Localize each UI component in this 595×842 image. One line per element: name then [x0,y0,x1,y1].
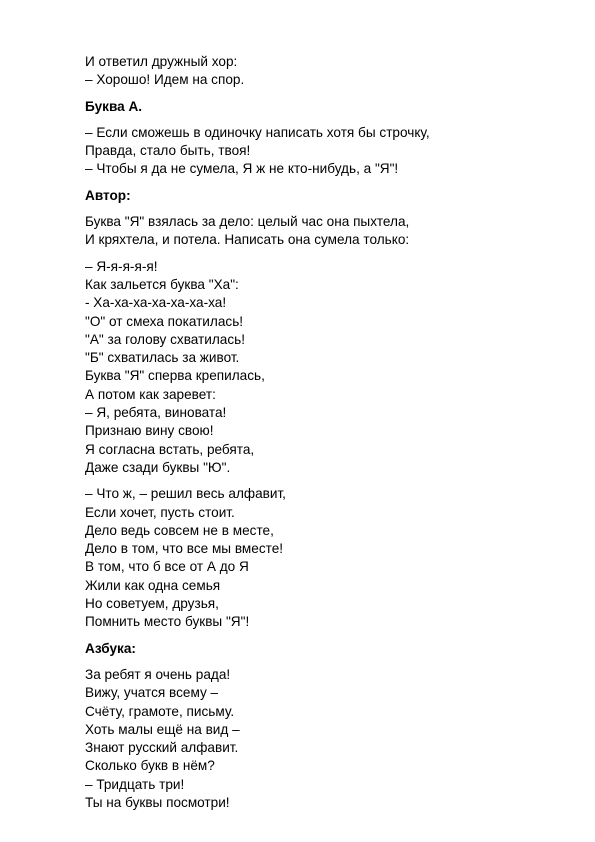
text-line: Буква "Я" сперва крепилась, [85,368,265,384]
text-line: Буква "Я" взялась за дело: целый час она пыхтела, [85,214,410,230]
text-line: – Я-я-я-я-я! [85,258,158,274]
text-line: – Тридцать три! [85,776,185,792]
text-line: Ты на буквы посмотри! [85,794,230,810]
document-page [85,53,565,812]
text-line: Если хочет, пусть стоит. [85,504,235,520]
heading-avtor: Автор: [85,187,131,203]
text-line: Хоть малы ещё на вид – [85,721,240,737]
text-line: Счёту, грамоте, письму. [85,703,235,719]
paragraph-avtor [85,213,565,250]
text-line: – Если сможешь в одиночку написать хотя бы строчку, [85,124,430,140]
text-line: Я согласна встать, ребята, [85,441,255,457]
text-line: Знают русский алфавит. [85,740,239,756]
text-line: И ответил дружный хор: [85,54,238,69]
text-line: - Ха-ха-ха-ха-ха-ха-ха! [85,295,227,311]
heading-bukva-a: Буква А. [85,98,143,114]
text-line: В том, что б все от А до Я [85,559,249,575]
text-line: Сколько букв в нём? [85,758,215,774]
text-line: Дело ведь совсем не в месте, [85,522,274,538]
text-line: Но советуем, друзья, [85,596,219,612]
text-line: Как зальется буква "Ха": [85,276,239,292]
text-line: "Б" схватилась за живот. [85,350,240,366]
text-line: Правда, стало быть, твоя! [85,143,251,159]
text-line: – Чтобы я да не сумела, Я ж не кто-нибудь, а "Я"! [85,161,399,177]
paragraph-alphabet-decision [85,485,565,631]
paragraph-chorus [85,53,565,90]
paragraph-bukva-a [85,124,565,179]
text-line: Признаю вину свою! [85,423,214,439]
text-line: Помнить место буквы "Я"! [85,614,250,630]
text-line: – Хорошо! Идем на спор. [85,72,245,88]
paragraph-ya-verse [85,258,565,478]
heading-azbuka: Азбука: [85,640,136,656]
text-line: А потом как заревет: [85,386,216,402]
text-line: – Что ж, – решил весь алфавит, [85,486,286,502]
text-line: За ребят я очень рада! [85,666,231,682]
text-line: – Я, ребята, виновата! [85,405,227,421]
paragraph-azbuka [85,666,565,812]
text-line: Вижу, учатся всему – [85,685,219,701]
text-line: Даже сзади буквы "Ю". [85,459,231,475]
text-line: Дело в том, что все мы вместе! [85,541,284,557]
text-line: "О" от смеха покатилась! [85,313,244,329]
text-line: Жили как одна семья [85,577,221,593]
text-line: "А" за голову схватилась! [85,331,246,347]
text-line: И кряхтела, и потела. Написать она сумела только: [85,232,410,248]
